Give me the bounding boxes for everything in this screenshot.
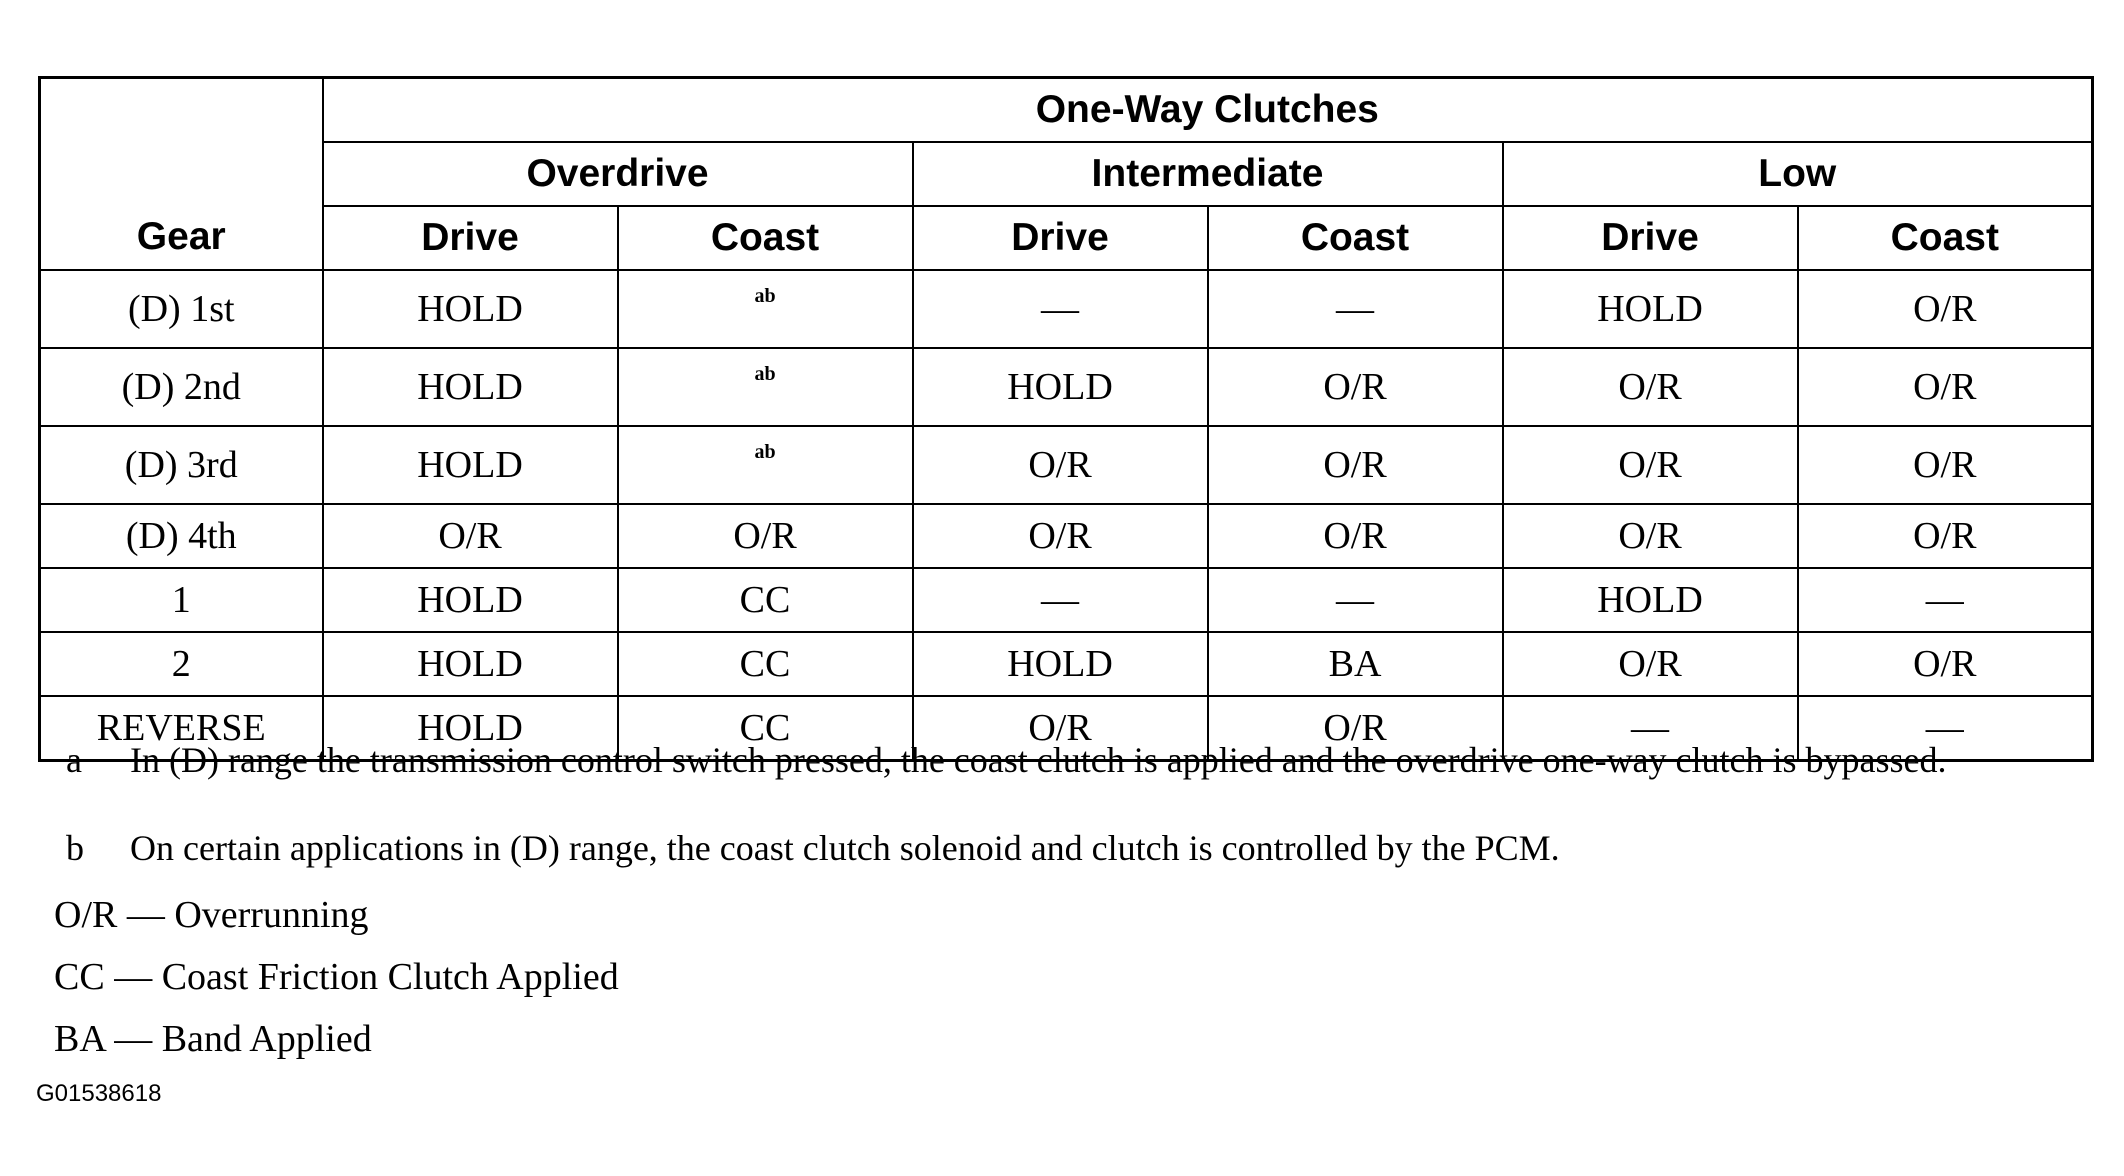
table-cell: —: [1798, 568, 2093, 632]
legend-item: CC — Coast Friction Clutch Applied: [54, 956, 619, 998]
figure-id: G01538618: [36, 1080, 162, 1107]
legend-item: O/R — Overrunning: [54, 894, 369, 936]
table-cell: O/R: [1208, 348, 1503, 426]
table-cell: O/R: [913, 504, 1208, 568]
footnote-ref-cell: ab: [618, 426, 913, 504]
table-cell: O/R: [1208, 696, 1503, 761]
table-cell: O/R: [913, 696, 1208, 761]
table-row: [40, 270, 2093, 348]
table-cell: O/R: [1503, 348, 1798, 426]
table-cell: CC: [618, 696, 913, 761]
table-cell: HOLD: [323, 270, 618, 348]
table-cell: —: [1208, 568, 1503, 632]
footnote-ref-cell: ab: [618, 270, 913, 348]
low-drive-header: Drive: [1503, 206, 1798, 270]
gear-cell: (D) 4th: [40, 504, 323, 568]
table-cell: —: [913, 568, 1208, 632]
table-cell: O/R: [1503, 632, 1798, 696]
table-cell: O/R: [618, 504, 913, 568]
low-coast-header: Coast: [1798, 206, 2093, 270]
intermediate-header: Intermediate: [913, 142, 1503, 206]
intermediate-coast-header: Coast: [1208, 206, 1503, 270]
footnote-b: [66, 826, 2076, 870]
table-cell: O/R: [1503, 426, 1798, 504]
table-cell: O/R: [1798, 632, 2093, 696]
table-cell: HOLD: [1503, 270, 1798, 348]
footnote-letter: b: [66, 828, 84, 868]
overdrive-header: Overdrive: [323, 142, 913, 206]
table-cell: HOLD: [323, 348, 618, 426]
table-row: [40, 632, 2093, 696]
table-cell: O/R: [1798, 426, 2093, 504]
table-cell: HOLD: [323, 568, 618, 632]
table-row: [40, 426, 2093, 504]
gear-cell: (D) 1st: [40, 270, 323, 348]
table-cell: HOLD: [1503, 568, 1798, 632]
gear-cell: (D) 3rd: [40, 426, 323, 504]
one-way-clutches-header: One-Way Clutches: [323, 78, 2093, 143]
footnote-letter: a: [66, 740, 82, 780]
table-cell: HOLD: [323, 632, 618, 696]
table-cell: —: [913, 270, 1208, 348]
table-cell: O/R: [1798, 270, 2093, 348]
table-cell: CC: [618, 632, 913, 696]
footnote-text: On certain applications in (D) range, the coast clutch solenoid and clutch is controlled by the PCM.: [130, 828, 1560, 868]
table-cell: O/R: [1503, 504, 1798, 568]
intermediate-drive-header: Drive: [913, 206, 1208, 270]
table-cell: HOLD: [913, 348, 1208, 426]
clutch-application-table: [38, 76, 2094, 762]
table-row: [40, 348, 2093, 426]
table-cell: HOLD: [323, 426, 618, 504]
table-cell: BA: [1208, 632, 1503, 696]
table-cell: —: [1208, 270, 1503, 348]
overdrive-drive-header: Drive: [323, 206, 618, 270]
low-header: Low: [1503, 142, 2093, 206]
table-row: [40, 504, 2093, 568]
table-cell: HOLD: [323, 696, 618, 761]
table-row: [40, 568, 2093, 632]
table-cell: O/R: [1798, 504, 2093, 568]
footnote-ref-cell: ab: [618, 348, 913, 426]
gear-column-header: Gear: [40, 78, 323, 271]
gear-cell: (D) 2nd: [40, 348, 323, 426]
gear-cell: 2: [40, 632, 323, 696]
overdrive-coast-header: Coast: [618, 206, 913, 270]
table-cell: —: [1798, 696, 2093, 761]
gear-cell: REVERSE: [40, 696, 323, 761]
table-cell: O/R: [323, 504, 618, 568]
table-cell: O/R: [1208, 426, 1503, 504]
table-cell: O/R: [1798, 348, 2093, 426]
footnote-a: [66, 738, 2076, 782]
table-cell: HOLD: [913, 632, 1208, 696]
table-cell: CC: [618, 568, 913, 632]
legend-item: BA — Band Applied: [54, 1018, 372, 1060]
footnote-text: In (D) range the transmission control switch pressed, the coast clutch is applied and the overdrive one-way clutch is bypassed.: [130, 740, 1947, 780]
gear-cell: 1: [40, 568, 323, 632]
table-cell: O/R: [913, 426, 1208, 504]
table-cell: O/R: [1208, 504, 1503, 568]
table-cell: —: [1503, 696, 1798, 761]
